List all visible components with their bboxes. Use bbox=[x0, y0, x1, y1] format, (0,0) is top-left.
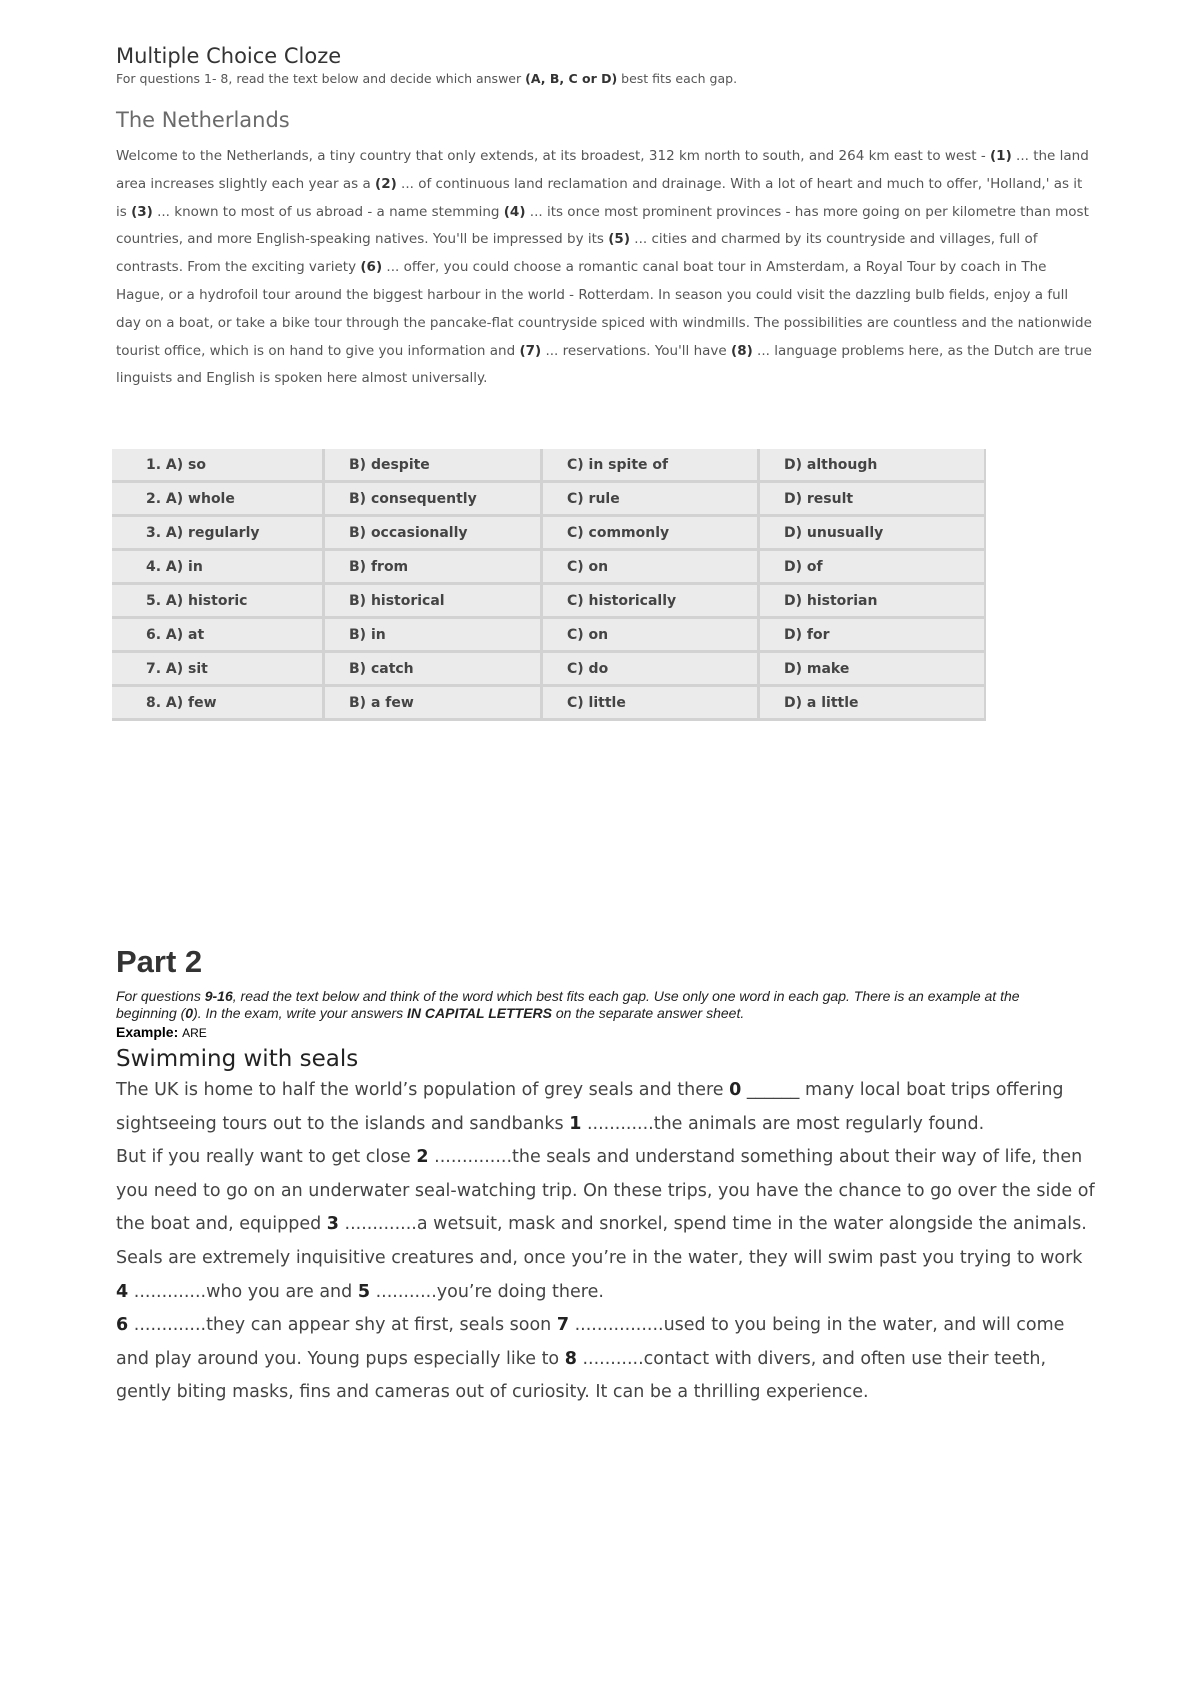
option-cell: 8. A) few bbox=[112, 687, 325, 721]
option-cell: D) of bbox=[760, 551, 986, 585]
option-cell: D) although bbox=[760, 449, 986, 483]
text-run: ... the land area increases slightly each year as a bbox=[116, 148, 1089, 192]
option-cell: C) on bbox=[543, 619, 760, 653]
text-run: ______ many local boat trips offering sightseeing tours out to the islands and sandbanks bbox=[116, 1080, 1064, 1134]
text-run: ... language problems here, as the Dutch are true linguists and English is spoken here almost universally. bbox=[116, 342, 1092, 387]
text-run: ... known to most of us abroad - a name stemming bbox=[152, 203, 504, 220]
gap-marker: 2 bbox=[416, 1147, 429, 1168]
gap-marker: 5 bbox=[357, 1281, 370, 1302]
option-cell: 4. A) in bbox=[112, 551, 325, 585]
option-row bbox=[112, 619, 986, 653]
option-cell: B) in bbox=[325, 619, 543, 653]
option-cell: 3. A) regularly bbox=[112, 517, 325, 551]
text-run: ................used to you being in the water, and will come and play around you. Young pups especially like to bbox=[116, 1315, 1065, 1369]
gap-marker: 7 bbox=[556, 1315, 570, 1336]
option-row bbox=[112, 449, 986, 483]
text-run: ... offer, you could choose a romantic canal boat tour in Amsterdam, a Royal Tour by coach in The Hague, or a hydrofoil tour around the biggest harbour in the world - Rotterdam. In season you could visit the dazzling bulb fields, enjoy a full day on a boat, or take a bike tour through the pancake-flat countryside spiced with windmills. The possibilities are countless and the nationwide tourist office, which is on hand to give you information and bbox=[116, 259, 1092, 359]
passage-title: The Netherlands bbox=[116, 108, 290, 132]
text-run: ... of continuous land reclamation and drainage. With a lot of heart and much to offer, 'Holland,' as it is bbox=[116, 175, 1083, 220]
text-run: ... cities and charmed by its countryside and villages, full of contrasts. From the exciting variety bbox=[116, 231, 1038, 276]
option-cell: C) do bbox=[543, 653, 760, 687]
instruction-text-end: best fits each gap. bbox=[617, 71, 738, 86]
paragraph bbox=[116, 1309, 1096, 1410]
option-row bbox=[112, 687, 986, 721]
gap-marker: 0 bbox=[185, 1005, 194, 1021]
option-cell: C) rule bbox=[543, 483, 760, 517]
option-cell: 5. A) historic bbox=[112, 585, 325, 619]
gap-marker: (5) bbox=[608, 231, 630, 248]
option-cell: D) historian bbox=[760, 585, 986, 619]
option-row bbox=[112, 483, 986, 517]
gap-marker: 0 bbox=[729, 1080, 742, 1100]
paragraph bbox=[116, 1141, 1096, 1242]
text-run: ... its once most prominent provinces - has more going on per kilometre than most countries, and more English-speaking natives. You'll be impressed by its bbox=[116, 203, 1089, 248]
gap-marker: (2) bbox=[375, 175, 397, 192]
gap-marker: (8) bbox=[731, 342, 753, 359]
gap-marker: 4 bbox=[116, 1281, 129, 1302]
text-run: Welcome to the Netherlands, a tiny country that only extends, at its broadest, 312 km north to south, and 264 km east to west - bbox=[116, 148, 991, 164]
instruction-text: For questions 1- 8, read the text below and decide which answer bbox=[116, 71, 526, 86]
text-run: Seals are extremely inquisitive creatures and, once you’re in the water, they will swim past you trying to work bbox=[116, 1247, 1083, 1268]
example-line bbox=[116, 1024, 207, 1040]
option-cell: 1. A) so bbox=[112, 449, 325, 483]
text-run: ... reservations. You'll have bbox=[541, 342, 732, 359]
text-run: ...........contact with divers, and often use their teeth, gently biting masks, fins and cameras out of curiosity. It can be a thrilling experience. bbox=[116, 1348, 1047, 1403]
option-row bbox=[112, 653, 986, 687]
option-cell: C) little bbox=[543, 687, 760, 721]
option-cell: 2. A) whole bbox=[112, 483, 325, 517]
paragraph bbox=[116, 1074, 1096, 1141]
text-run: ..............the seals and understand something about their way of life, then you need to go on an underwater seal-watching trip. On these trips, you have the chance to go over the side of the boat and, equipped bbox=[116, 1147, 1095, 1235]
option-cell: D) a little bbox=[760, 687, 986, 721]
text-run: , read the text below and think of the word which best fits each gap. Use only one word in each gap. There is an example at the beginning ( bbox=[116, 988, 1020, 1021]
option-cell: C) in spite of bbox=[543, 449, 760, 483]
part1-instructions bbox=[116, 71, 737, 86]
option-cell: B) consequently bbox=[325, 483, 543, 517]
option-cell: D) unusually bbox=[760, 517, 986, 551]
option-cell: B) a few bbox=[325, 687, 543, 721]
answer-options-table bbox=[112, 449, 986, 721]
option-cell: D) make bbox=[760, 653, 986, 687]
text-run: ............the animals are most regularly found. bbox=[581, 1113, 985, 1134]
text-run: For questions bbox=[116, 988, 205, 1004]
gap-marker: 3 bbox=[326, 1214, 339, 1235]
paragraph bbox=[116, 1242, 1096, 1309]
gap-marker: (4) bbox=[503, 203, 526, 220]
gap-marker: (3) bbox=[131, 203, 153, 220]
text-run: .............they can appear shy at first, seals soon bbox=[128, 1315, 557, 1336]
text-run: ). In the exam, write your answers bbox=[193, 1005, 408, 1021]
instruction-options: (A, B, C or D) bbox=[525, 71, 618, 86]
part2-instructions bbox=[116, 988, 1076, 1022]
option-cell: C) on bbox=[543, 551, 760, 585]
option-row bbox=[112, 551, 986, 585]
option-cell: C) historically bbox=[543, 585, 760, 619]
option-cell: B) from bbox=[325, 551, 543, 585]
part2-heading: Part 2 bbox=[116, 944, 203, 979]
part2-passage-title: Swimming with seals bbox=[116, 1046, 359, 1072]
part2-passage-text bbox=[116, 1074, 1096, 1410]
passage-text bbox=[116, 143, 1096, 393]
section-title: Multiple Choice Cloze bbox=[116, 44, 342, 68]
text-run: .............a wetsuit, mask and snorkel, spend time in the water alongside the animals. bbox=[338, 1214, 1087, 1235]
gap-marker: (1) bbox=[990, 148, 1012, 164]
option-cell: D) result bbox=[760, 483, 986, 517]
text-run: But if you really want to get close bbox=[116, 1147, 417, 1168]
gap-marker: 8 bbox=[564, 1348, 577, 1369]
example-value: ARE bbox=[182, 1026, 207, 1040]
gap-marker: (6) bbox=[360, 259, 383, 276]
option-cell: B) historical bbox=[325, 585, 543, 619]
example-label: Example: bbox=[116, 1024, 179, 1040]
text-run: on the separate answer sheet. bbox=[551, 1005, 745, 1021]
option-row bbox=[112, 517, 986, 551]
option-cell: 7. A) sit bbox=[112, 653, 325, 687]
gap-marker: (7) bbox=[519, 342, 542, 359]
option-cell: B) occasionally bbox=[325, 517, 543, 551]
option-cell: B) despite bbox=[325, 449, 543, 483]
gap-marker: 9-16 bbox=[204, 988, 233, 1004]
text-run: ...........you’re doing there. bbox=[370, 1281, 604, 1302]
text-run: The UK is home to half the world’s population of grey seals and there bbox=[116, 1080, 730, 1100]
text-run: .............who you are and bbox=[128, 1281, 358, 1302]
option-row bbox=[112, 585, 986, 619]
option-cell: B) catch bbox=[325, 653, 543, 687]
gap-marker: IN CAPITAL LETTERS bbox=[407, 1005, 552, 1021]
gap-marker: 6 bbox=[116, 1315, 129, 1336]
option-cell: C) commonly bbox=[543, 517, 760, 551]
option-cell: 6. A) at bbox=[112, 619, 325, 653]
gap-marker: 1 bbox=[569, 1113, 582, 1134]
option-cell: D) for bbox=[760, 619, 986, 653]
